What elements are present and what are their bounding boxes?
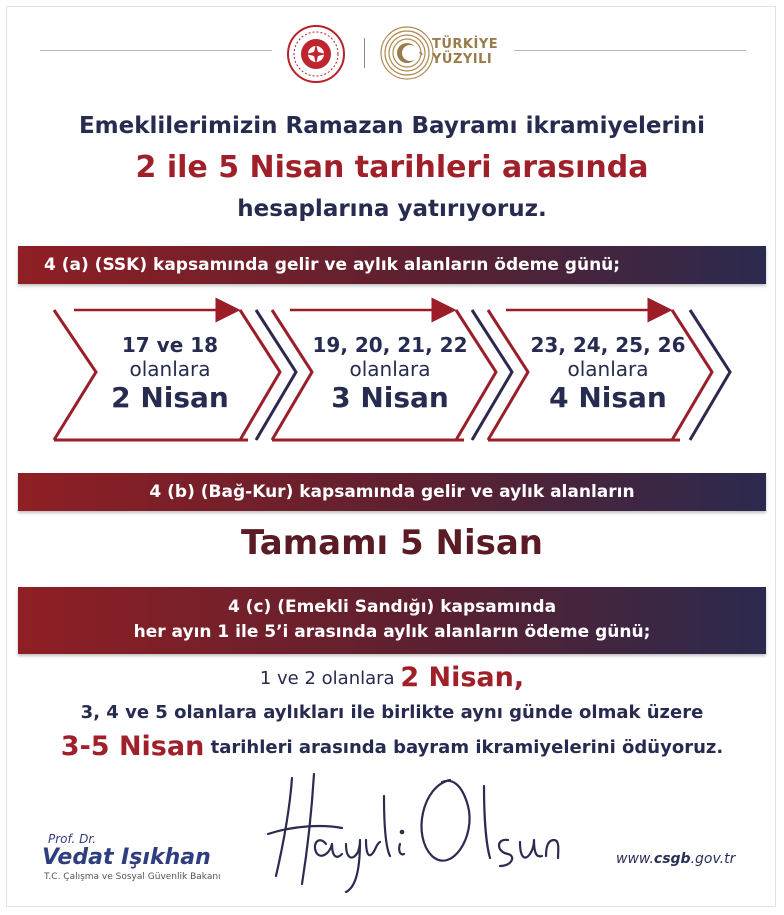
emekli-band-line-2: her ayın 1 ile 5’i arasında aylık alanların ödeme günü; — [133, 622, 651, 642]
ministry-emblem-logo — [286, 24, 346, 84]
p1-date: 2 Nisan, — [400, 662, 525, 693]
emekli-paragraph-1 — [0, 662, 784, 693]
url-bold: csgb — [653, 851, 691, 867]
bagkur-value: Tamamı 5 Nisan — [240, 523, 544, 563]
ssk-item-1-label: olanlara — [129, 357, 211, 381]
logo-separator — [364, 38, 365, 68]
p3-text: tarihleri arasında bayram ikramiyelerini ödüyoruz. — [210, 737, 724, 758]
ssk-item-2 — [290, 333, 490, 414]
p1-text: 1 ve 2 olanlara — [259, 668, 395, 689]
website-link[interactable] — [616, 851, 735, 867]
ssk-band: 4 (a) (SSK) kapsamında gelir ve aylık alanların ödeme günü; — [18, 246, 766, 284]
ssk-item-2-label: olanlara — [349, 357, 431, 381]
minister-name: Vedat Işıkhan — [42, 845, 211, 870]
ssk-item-3 — [508, 333, 708, 414]
header-rule-left — [40, 50, 272, 51]
emekli-band-line-1: 4 (c) (Emekli Sandığı) kapsamında — [227, 597, 557, 617]
ssk-item-2-date: 3 Nisan — [331, 381, 449, 414]
logo-yuzyili-text: YÜZYILI — [432, 52, 493, 67]
logo-turkiye-text: TÜRKİYE — [432, 37, 499, 52]
url-suffix: .gov.tr — [690, 851, 736, 867]
url-prefix: www. — [616, 851, 654, 867]
ssk-item-2-days: 19, 20, 21, 22 — [312, 333, 468, 357]
minister-title: T.C. Çalışma ve Sosyal Güvenlik Bakanı — [44, 872, 221, 882]
ssk-item-3-date: 4 Nisan — [549, 381, 667, 414]
p3-date: 3-5 Nisan — [60, 731, 205, 762]
ssk-item-3-label: olanlara — [567, 357, 649, 381]
headline-line-2: 2 ile 5 Nisan tarihleri arasında — [135, 150, 649, 185]
headline-line-1: Emeklilerimizin Ramazan Bayramı ikramiyelerini — [78, 113, 706, 139]
header-rule-right — [514, 50, 746, 51]
emekli-paragraph-2: 3, 4 ve 5 olanlara aylıkları ile birlikte aynı günde olmak üzere — [80, 702, 704, 723]
ssk-item-1-days: 17 ve 18 — [121, 333, 219, 357]
bagkur-band: 4 (b) (Bağ-Kur) kapsamında gelir ve aylık alanların — [18, 473, 766, 511]
ssk-item-3-days: 23, 24, 25, 26 — [530, 333, 686, 357]
minister-prefix: Prof. Dr. — [48, 832, 97, 846]
headline-line-3: hesaplarına yatırıyoruz. — [237, 196, 547, 222]
ssk-item-1-date: 2 Nisan — [111, 381, 229, 414]
emekli-sandigi-band — [18, 587, 766, 654]
ssk-item-1 — [70, 333, 270, 414]
emekli-paragraph-3 — [0, 731, 784, 762]
handwritten-signature — [262, 766, 562, 896]
